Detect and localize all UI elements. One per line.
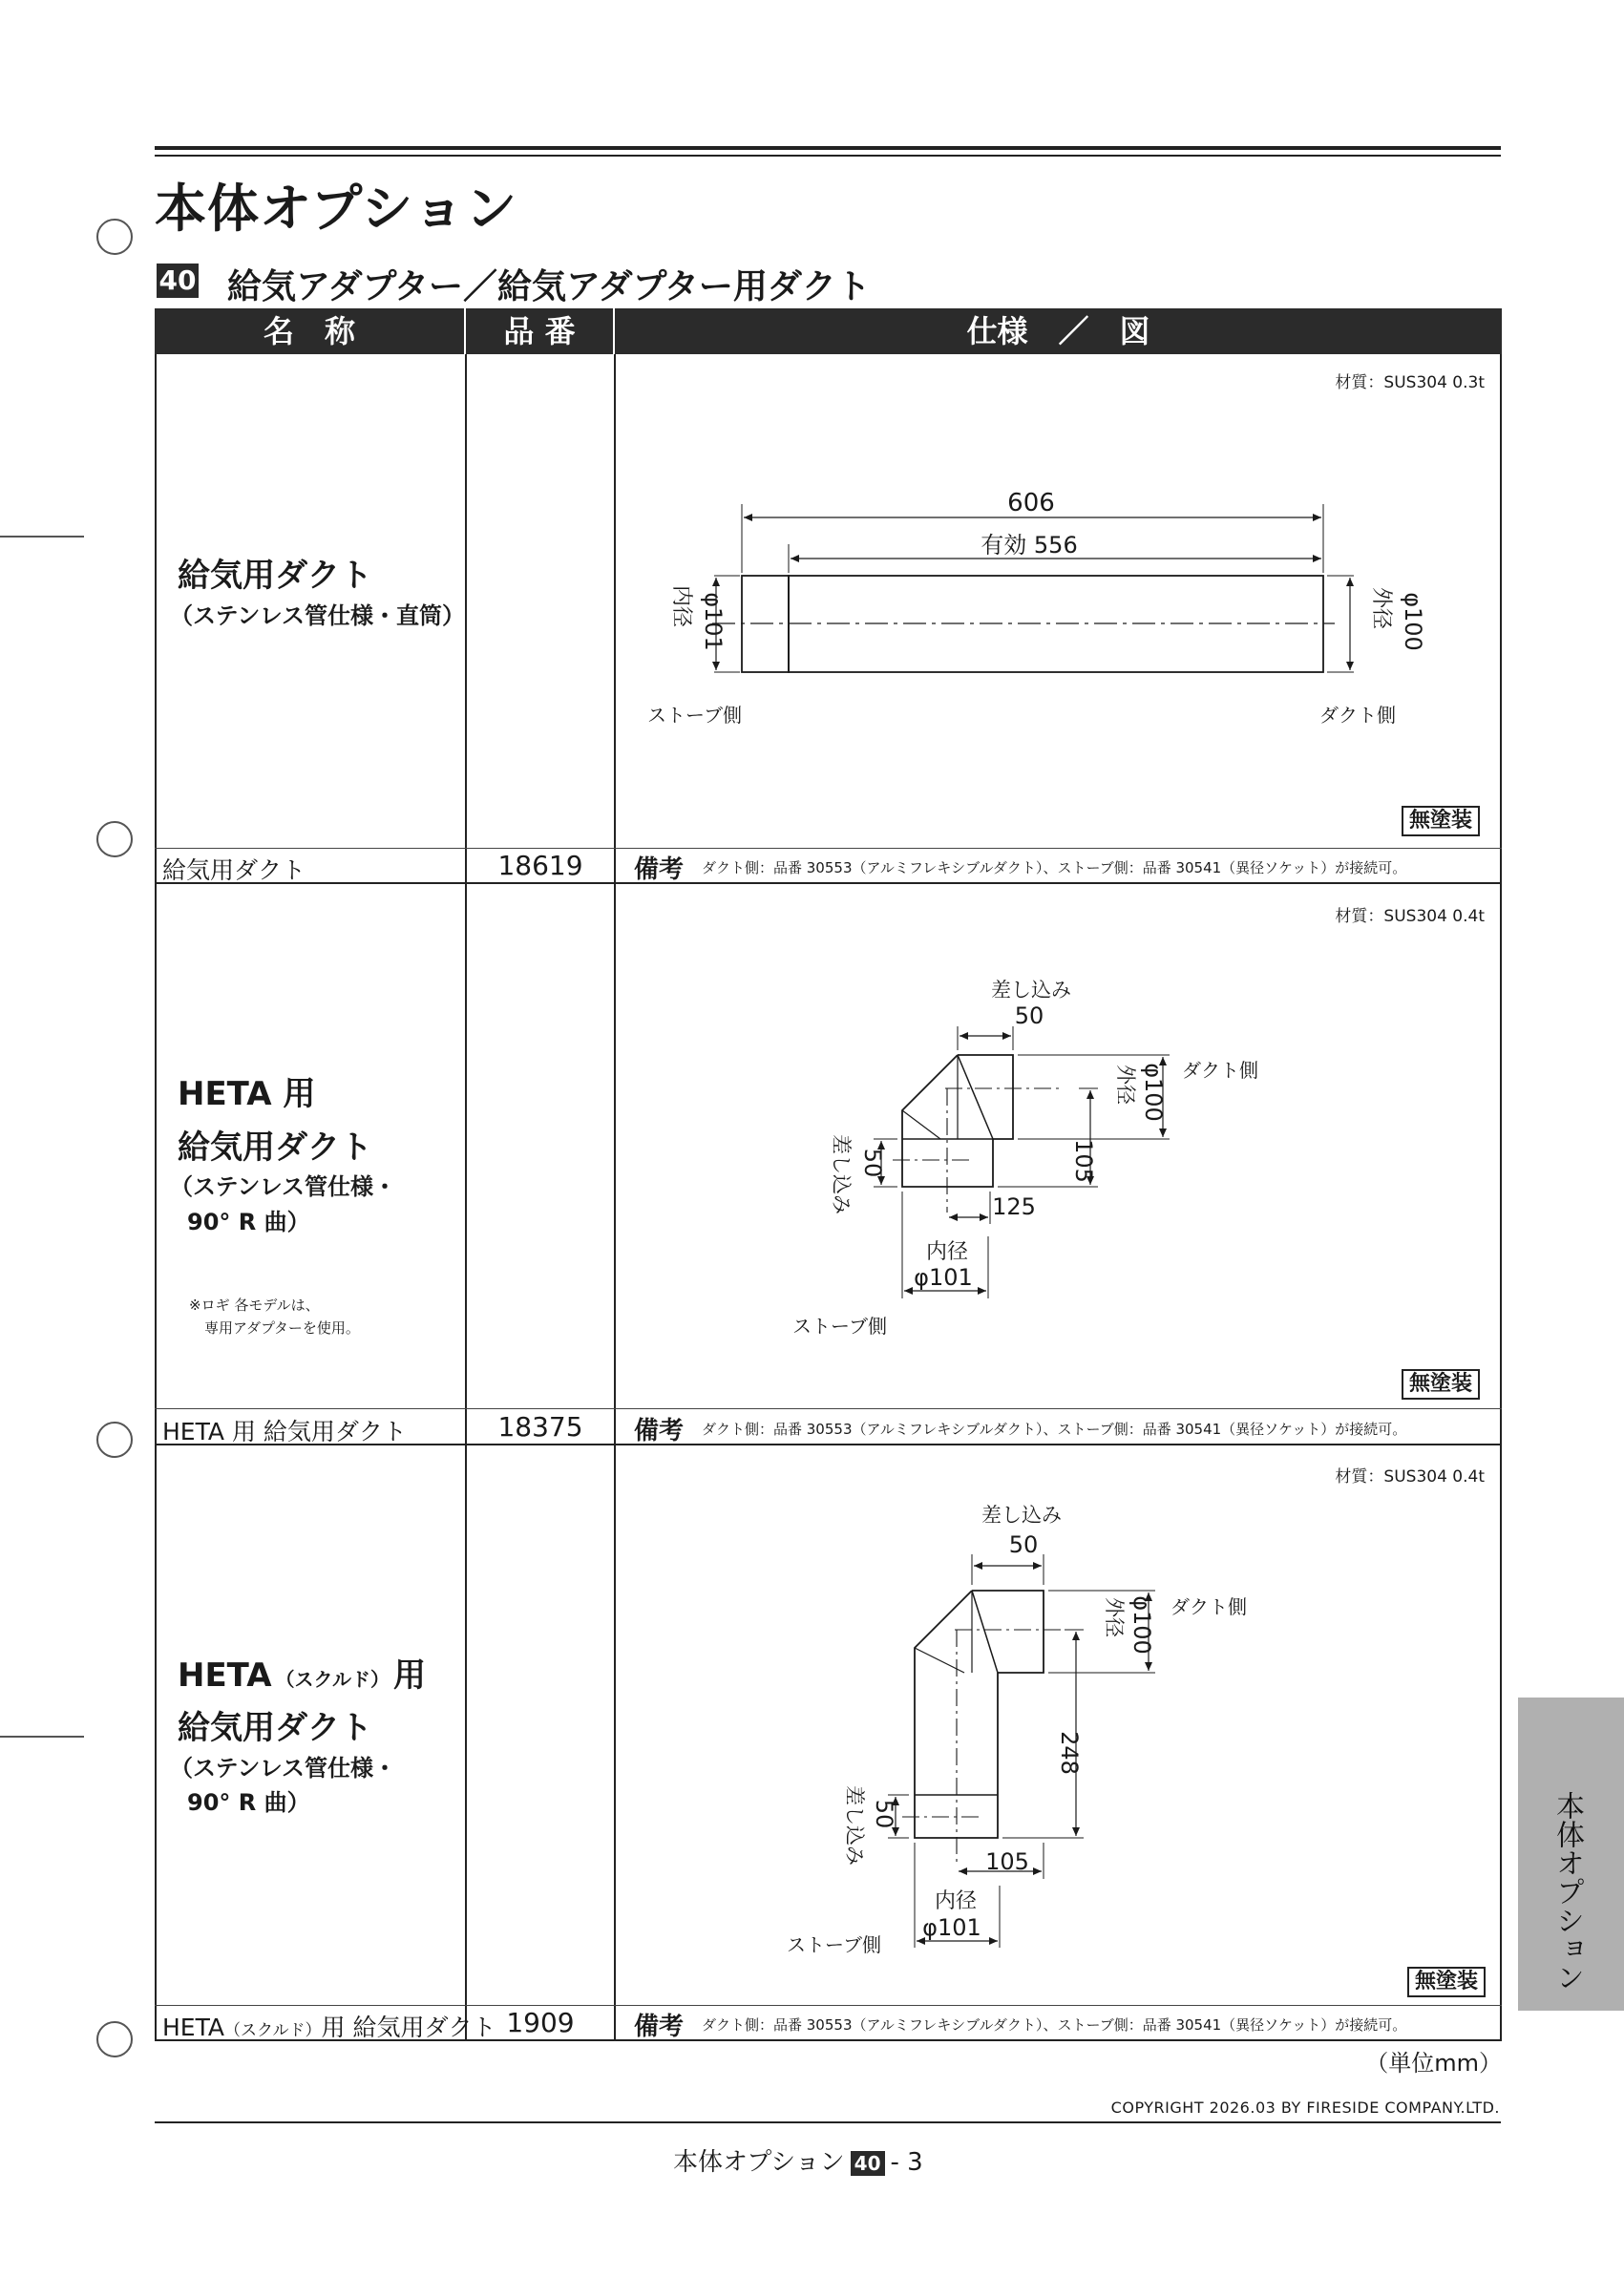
row1-code: 18619: [497, 850, 583, 881]
row3-name-sub-2: 90° R 曲）: [187, 1789, 310, 1816]
header-name: 名 称: [155, 308, 466, 354]
row1-material: 材質：SUS304 0.3t: [1335, 373, 1485, 392]
row1-name-main: 給気用ダクト: [178, 557, 372, 595]
row2-inner-value: φ101: [914, 1264, 973, 1291]
row3-remarks: ダクト側：品番 30553（アルミフレキシブルダクト）、ストーブ側：品番 30541（異径ソケット）が接続可。: [702, 2016, 1407, 2034]
row3-material: 材質：SUS304 0.4t: [1335, 1467, 1485, 1487]
row3-insert-left-label: 差し込み: [843, 1785, 866, 1866]
row3-remarks-label: 備考: [634, 2013, 685, 2041]
row2-note-2: 専用アダプターを使用。: [204, 1319, 360, 1337]
row3-stove-side: ストーブ側: [787, 1933, 881, 1956]
page-footer: [673, 2142, 923, 2178]
row2-stove-side: ストーブ側: [792, 1315, 887, 1338]
row3-name-prefix: HETA: [178, 1656, 272, 1695]
row1-inner-label: 内径: [669, 584, 693, 628]
row2-note-1: ※ロギ 各モデルは、: [189, 1297, 320, 1314]
row2-name-sub-1: （ステンレス管仕様・: [170, 1173, 396, 1200]
row2-code: 18375: [497, 1411, 583, 1443]
row3-row-name-prefix: HETA: [162, 2014, 225, 2041]
section-title: 給気アダプター／給気アダプター用ダクト: [227, 267, 871, 306]
row3-row-name-suffix: 用 給気用ダクト: [321, 2014, 496, 2041]
footer-label: 本体オプション: [673, 2148, 845, 2177]
row1-outer-value: φ100: [1400, 592, 1426, 651]
header-spec: 仕様 ／ 図: [615, 308, 1502, 354]
section-number: 40: [157, 264, 199, 298]
row1-remarks-label: 備考: [634, 855, 685, 884]
row1-row-name: 給気用ダクト: [162, 856, 306, 884]
row3-insert-left-value: 50: [871, 1799, 897, 1829]
row2-name-sub-2: 90° R 曲）: [187, 1209, 310, 1235]
side-index-tab-label: 本体オプション: [1550, 1791, 1584, 1992]
bottom-rule: [155, 2121, 1501, 2123]
row3-name-suffix: 用: [392, 1656, 426, 1695]
row2-duct-side: ダクト側: [1182, 1059, 1258, 1082]
row2-insert-left-label: 差し込み: [830, 1134, 853, 1214]
row3-inner-value: φ101: [922, 1914, 981, 1941]
row2-material: 材質：SUS304 0.4t: [1335, 907, 1485, 926]
row1-dim-effective: 有効 556: [981, 532, 1078, 559]
row2-row-name: HETA 用 給気用ダクト: [162, 1418, 407, 1445]
row2-finish-badge: 無塗装: [1402, 1369, 1480, 1400]
row2-insert-left-value: 50: [859, 1148, 886, 1178]
row1-finish-badge: 無塗装: [1402, 806, 1480, 836]
row2-insert-top-value: 50: [1014, 1002, 1044, 1029]
row1-stove-side: ストーブ側: [647, 704, 742, 727]
row2-remarks-label: 備考: [634, 1417, 685, 1445]
row1-duct-side: ダクト側: [1319, 704, 1396, 727]
unit-note: （単位mm）: [1365, 2050, 1502, 2077]
row2-name-main-2: 給気用ダクト: [178, 1128, 372, 1167]
copyright: COPYRIGHT 2026.03 BY FIRESIDE COMPANY.LTD.: [1110, 2099, 1500, 2117]
row3-outer-label: 外径: [1103, 1597, 1126, 1637]
row1-inner-value: φ101: [700, 592, 727, 651]
row2-width-value: 125: [992, 1193, 1036, 1220]
row1-outer-label: 外径: [1369, 586, 1393, 630]
row3-finish-badge: 無塗装: [1407, 1967, 1486, 1997]
row3-duct-side: ダクト側: [1171, 1595, 1247, 1618]
row2-outer-value: φ100: [1140, 1063, 1167, 1122]
row3-height-value: 248: [1056, 1731, 1083, 1775]
row3-inner-label: 内径: [934, 1889, 978, 1913]
row2-outer-label: 外径: [1114, 1065, 1137, 1105]
row3-insert-top-label: 差し込み: [981, 1504, 1062, 1527]
row3-width-value: 105: [985, 1848, 1029, 1875]
header-code: 品 番: [466, 308, 615, 354]
row2-name-main-1: HETA 用: [178, 1075, 316, 1113]
row1-remarks: ダクト側：品番 30553（アルミフレキシブルダクト）、ストーブ側：品番 30541（異径ソケット）が接続可。: [702, 859, 1407, 876]
row3-outer-value: φ100: [1128, 1595, 1155, 1655]
row2-insert-top-label: 差し込み: [991, 979, 1071, 1002]
row3-insert-top-value: 50: [1008, 1531, 1039, 1558]
row3-code: 1909: [506, 2007, 575, 2038]
row3-name-small: （スクルド）: [275, 1668, 390, 1691]
row3-name-sub-1: （ステンレス管仕様・: [170, 1755, 396, 1782]
row3-name-main-2: 給気用ダクト: [178, 1709, 372, 1747]
row1-name-sub: （ステンレス管仕様・直筒）: [170, 602, 465, 629]
row1-dim-total: 606: [1007, 489, 1055, 517]
row2-remarks: ダクト側：品番 30553（アルミフレキシブルダクト）、ストーブ側：品番 30541（異径ソケット）が接続可。: [702, 1421, 1407, 1438]
row3-row-name-small: （スクルド）: [224, 2021, 322, 2040]
row2-inner-label: 内径: [925, 1240, 969, 1264]
row2-height-value: 105: [1070, 1139, 1097, 1183]
footer-page: - 3: [890, 2148, 923, 2177]
page-title: 本体オプション: [155, 179, 518, 239]
footer-section-number: 40: [851, 2151, 885, 2176]
